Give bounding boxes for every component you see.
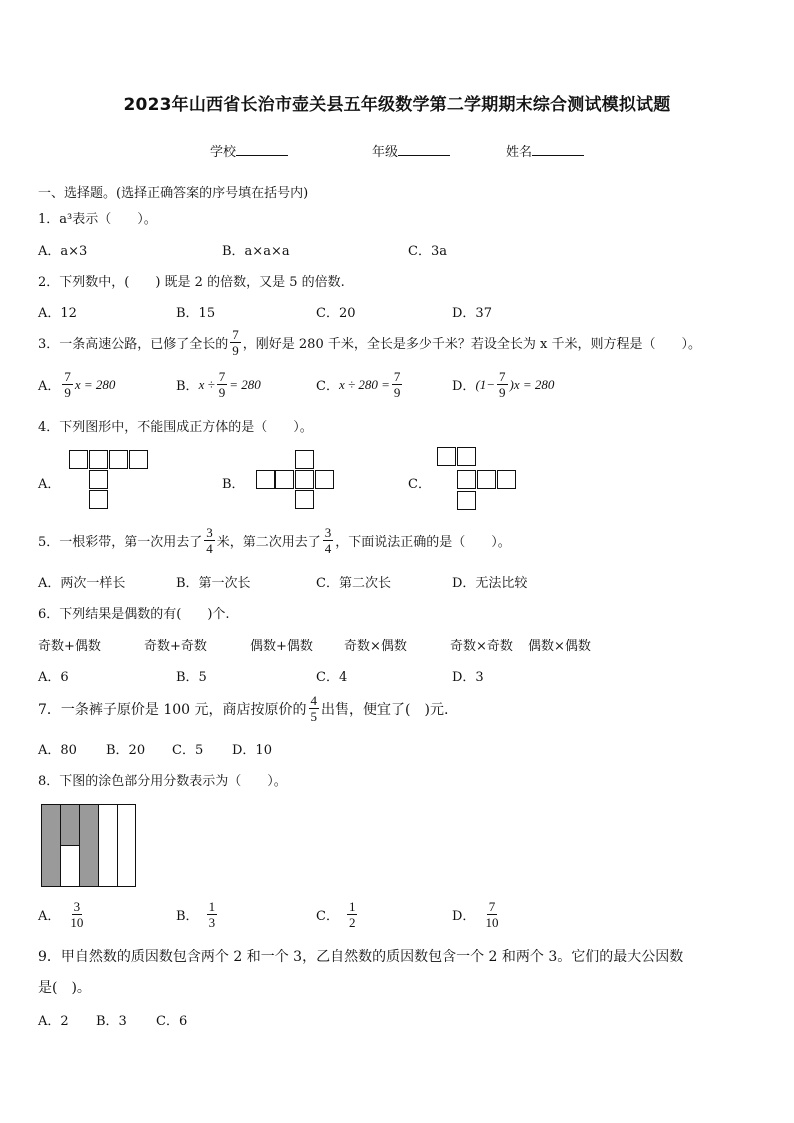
- name-field[interactable]: [506, 141, 584, 160]
- q4-option-a[interactable]: A．: [38, 477, 61, 492]
- q8-option-d[interactable]: D． $\frac{7}{10}$: [452, 899, 499, 930]
- q2-option-c[interactable]: C．20: [316, 306, 356, 321]
- question-9-stem-line1: 9．甲自然数的质因数包含两个 2 和一个 3，乙自然数的质因数包含一个 2 和两个 3。它们的最大公因数: [38, 949, 684, 965]
- q6-option-d[interactable]: D．3: [452, 670, 484, 685]
- question-4-stem: 4．下列图形中，不能围成正方体的是（ ）。: [38, 420, 313, 435]
- q8-option-c[interactable]: C． $\frac{1}{2}$: [316, 899, 356, 930]
- school-field[interactable]: [210, 141, 288, 160]
- q3-option-d[interactable]: D． (1− $\frac{7}{9}$ )x = 280: [452, 369, 555, 400]
- q9-option-a[interactable]: A．2: [38, 1014, 69, 1029]
- q9-option-c[interactable]: C．6: [156, 1014, 188, 1029]
- question-5-stem: 5．一根彩带，第一次用去了 $\frac{3}{4}$ 米，第二次用去了 $\frac{3}{4}$ ，下面说法正确的是（ ）。: [38, 525, 511, 556]
- q6-item: 奇数+偶数: [38, 639, 101, 654]
- q4-option-c[interactable]: C．: [408, 477, 431, 492]
- q3-option-c[interactable]: C． x ÷ 280 = $\frac{7}{9}$: [316, 369, 401, 400]
- question-6-stem: 6．下列结果是偶数的有( )个.: [38, 607, 230, 622]
- grade-label: 年级: [372, 145, 399, 160]
- q6-option-a[interactable]: A．6: [38, 670, 69, 685]
- q6-item: 奇数+奇数: [144, 639, 207, 654]
- q6-option-c[interactable]: C．4: [316, 670, 348, 685]
- q3-option-a[interactable]: A． $\frac{7}{9}$ x = 280: [38, 369, 116, 400]
- question-8-stem: 8．下图的涂色部分用分数表示为（ ）。: [38, 774, 287, 789]
- q2-option-d[interactable]: D．37: [452, 306, 492, 321]
- q6-item: 偶数+偶数: [250, 639, 313, 654]
- section-heading: 一、选择题。(选择正确答案的序号填在括号内): [38, 186, 309, 201]
- question-2-stem: 2．下列数中，( ) 既是 2 的倍数，又是 5 的倍数.: [38, 275, 345, 290]
- school-label: 学校: [210, 145, 237, 160]
- question-9-stem-line2: 是( )。: [38, 980, 91, 996]
- grade-field[interactable]: [372, 141, 450, 160]
- q5-option-b[interactable]: B．第一次长: [176, 576, 251, 591]
- q7-option-a[interactable]: A．80: [38, 743, 77, 758]
- q5-option-a[interactable]: A．两次一样长: [38, 576, 126, 591]
- q6-option-b[interactable]: B．5: [176, 670, 207, 685]
- question-7-stem: 7．一条裤子原价是 100 元，商店按原价的 $\frac{4}{5}$ 出售，便宜了( )元.: [38, 693, 449, 724]
- q2-option-a[interactable]: A．12: [38, 306, 77, 321]
- q7-option-c[interactable]: C．5: [172, 743, 204, 758]
- q1-option-a[interactable]: A．a×3: [38, 244, 88, 259]
- q7-option-b[interactable]: B．20: [106, 743, 146, 758]
- fraction: $\frac{7}{9}$: [232, 327, 239, 358]
- q3-option-b[interactable]: B． x ÷ $\frac{7}{9}$ = 280: [176, 369, 261, 400]
- question-3-stem: 3．一条高速公路，已修了全长的 $\frac{7}{9}$ ，刚好是 280 千米，全长是多少千米？若设全长为 x 千米，则方程是（ ）。: [38, 327, 701, 358]
- q1-option-c[interactable]: C．3a: [408, 244, 447, 259]
- q6-item: 奇数×偶数: [344, 639, 407, 654]
- q5-option-d[interactable]: D．无法比较: [452, 576, 528, 591]
- q4-option-b[interactable]: B．: [222, 477, 245, 492]
- q6-item: 偶数×偶数: [528, 639, 591, 654]
- q7-option-d[interactable]: D．10: [232, 743, 272, 758]
- q8-option-b[interactable]: B． $\frac{1}{3}$: [176, 899, 216, 930]
- question-1-stem: 1．a³表示（ ）。: [38, 212, 157, 227]
- q5-option-c[interactable]: C．第二次长: [316, 576, 391, 591]
- q1-option-b[interactable]: B．a×a×a: [222, 244, 290, 259]
- q6-item: 奇数×奇数: [450, 639, 513, 654]
- q2-option-b[interactable]: B．15: [176, 306, 216, 321]
- q8-option-a[interactable]: A． $\frac{3}{10}$: [38, 899, 84, 930]
- name-label: 姓名: [506, 145, 533, 160]
- page-title: 2023年山西省长治市壶关县五年级数学第二学期期末综合测试模拟试题: [123, 95, 671, 115]
- q9-option-b[interactable]: B．3: [96, 1014, 127, 1029]
